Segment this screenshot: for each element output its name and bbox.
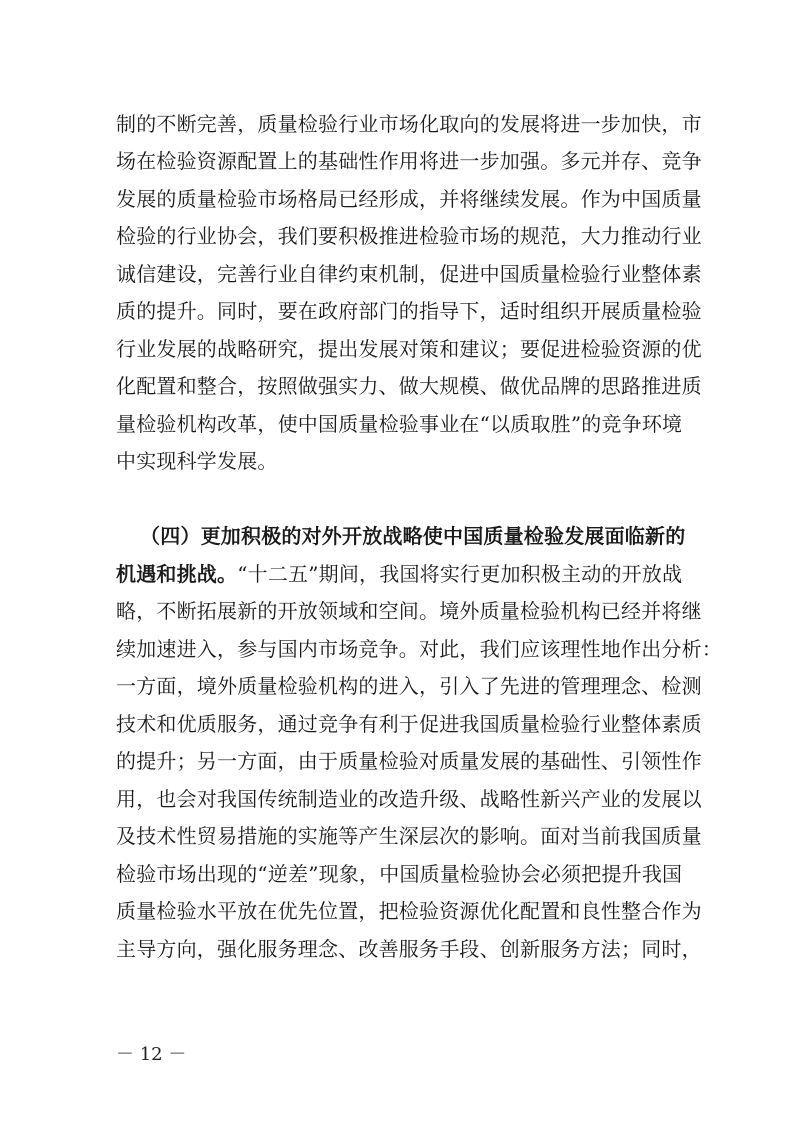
text-line: 场在检验资源配置上的基础性作用将进一步加强。多元并存、竞争 [116, 149, 702, 173]
text-line: 及技术性贸易措施的实施等产生深层次的影响。面对当前我国质量 [116, 824, 702, 848]
text-line: 制的不断完善，质量检验行业市场化取向的发展将进一步加快，市 [116, 112, 702, 136]
text-fragment: “十二五”期间，我国将实行更加积极主动的开放战 [237, 562, 683, 586]
text-line: 质的提升。同时，要在政府部门的指导下，适时组织开展质量检验 [116, 299, 702, 323]
text-line: 用，也会对我国传统制造业的改造升级、战略性新兴产业的发展以 [116, 787, 702, 811]
page-number: － 12 － [116, 1044, 187, 1065]
text-line: 检验市场出现的“逆差”现象，中国质量检验协会必须把提升我国 [116, 862, 683, 886]
text-line: 略，不断拓展新的开放领域和空间。境外质量检验机构已经并将继 [116, 599, 702, 623]
text-line: 检验的行业协会，我们要积极推进检验市场的规范，大力推动行业 [116, 224, 702, 248]
text-line: 主导方向，强化服务理念、改善服务手段、创新服务方法；同时， [116, 937, 702, 961]
text-line: 质量检验水平放在优先位置，把检验资源优化配置和良性整合作为 [116, 899, 702, 923]
text-line: 量检验机构改革，使中国质量检验事业在“以质取胜”的竞争环境 [116, 412, 683, 436]
text-line: 技术和优质服务，通过竞争有利于促进我国质量检验行业整体素质 [116, 712, 702, 736]
text-line: 的提升；另一方面，由于质量检验对质量发展的基础性、引领性作 [116, 749, 702, 773]
section-heading-end: 机遇和挑战。 [116, 562, 238, 586]
text-line: 续加速进入，参与国内市场竞争。对此，我们应该理性地作出分析： [116, 637, 722, 661]
text-line [116, 554, 802, 594]
text-line: 行业发展的战略研究，提出发展对策和建议；要促进检验资源的优 [116, 337, 702, 361]
text-line: 化配置和整合，按照做强实力、做大规模、做优品牌的思路推进质 [116, 374, 702, 398]
text-line: 诚信建设，完善行业自律约束机制，促进中国质量检验行业整体素 [116, 262, 702, 286]
text-line: 一方面，境外质量检验机构的进入，引入了先进的管理理念、检测 [116, 674, 702, 698]
text-line: 中实现科学发展。 [116, 449, 278, 473]
section-heading: （四）更加积极的对外开放战略使中国质量检验发展面临新的 [140, 524, 686, 548]
text-line: 发展的质量检验市场格局已经形成，并将继续发展。作为中国质量 [116, 187, 702, 211]
